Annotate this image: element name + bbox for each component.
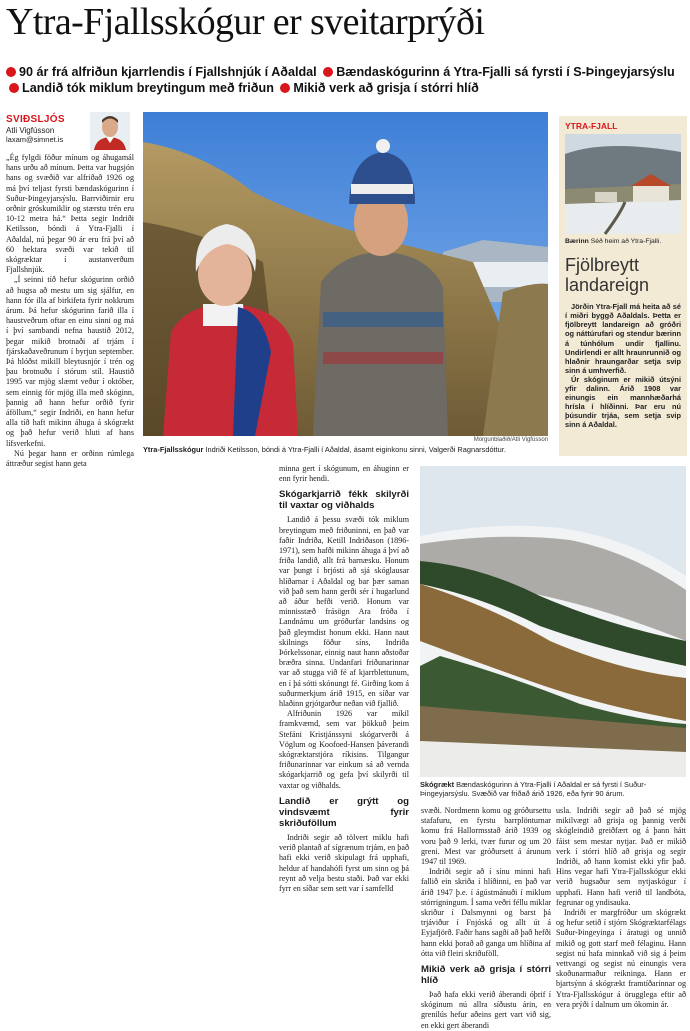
caption-lead: Skógrækt bbox=[420, 780, 455, 789]
sidebar-paragraph: Jörðin Ytra-Fjall má heita að sé í miðri byggð Aðaldals. Þetta er fjölbreytt landareign að gróðri og náttúrufari og stendur bærinn á túnhólum undir fjallinu. Undirlendi er allt hraunrunnið og hlaðnir hraungarðar setja svip sinn á umhverfið. bbox=[565, 302, 681, 375]
author-avatar bbox=[90, 112, 130, 150]
section-label: SVIÐSLJÓS bbox=[6, 114, 65, 125]
section-heading: Landið er grýtt og vindsvæmt fyrir skriðuföllum bbox=[279, 795, 409, 829]
subhead-4: Mikið verk að grisja í stórri hlíð bbox=[293, 81, 479, 95]
caption-lead: Ytra-Fjallsskógur bbox=[143, 445, 204, 454]
main-photo bbox=[143, 112, 548, 436]
subhead-2: Bændaskógurinn á Ytra-Fjalli sá fyrsti í S-Þingeyjarsýslu bbox=[336, 65, 675, 79]
sidebar bbox=[559, 116, 687, 456]
sidebar-photo bbox=[565, 134, 681, 234]
paragraph: Indriði segir að í sínu minni hafi fallið ein skriða í hlíðinni, en það var árið 1947 þ.e. í ágústmánuði í miklum stórrigningum. Í sama veðri féllu miklar skriður í Dalsmynni og barst þá trjáviður í Fnjóská og allt út á Eyjafjörð. Faðir hans sagði að það hefði hann ekki þorað að ganga um hlíðina af ótta við fleiri skriðuföll. bbox=[421, 867, 551, 958]
subhead-3: Landið tók miklum breytingum með friðun bbox=[22, 81, 274, 95]
author-email: laxam@simnet.is bbox=[6, 135, 64, 144]
sidebar-paragraph: Úr skóginum er mikið útsýni yfir dalinn. Árið 1908 var einungis ein mannhæðarhá hrísla í hlíðinni. Þar eru nú þúsundir trjáa, sem setja svip sinn á Aðaldal. bbox=[565, 374, 681, 430]
sidebar-caption bbox=[565, 237, 681, 246]
middle-column bbox=[279, 464, 409, 894]
bullet-icon bbox=[280, 83, 290, 93]
section-heading: Mikið verk að grisja í stórri hlíð bbox=[421, 964, 551, 987]
forest-photo bbox=[420, 466, 686, 777]
main-photo-caption bbox=[143, 445, 548, 454]
bullet-icon bbox=[323, 67, 333, 77]
paragraph: Landið á þessu svæði tók miklum breytingum með friðuninni, en það var faðir Indriða, Ketill Indriðason (1896-1971), sem hafði mikinn áhuga á því að friða landið, allt frá barnæsku. Honum var þungt í brjósti að sjá skóglausar hlíðarnar í Aðaldal og bar þær saman við það sem hann gerði sér í hugarlund að áður hefði verið. Honum var minnisstæð frásögn Ara fróða í Landnámu um gróðurfar landsins og það gleymdist honum ekki. Hann naut skilnings föður síns, Indriða Þórkelssonar, einnig naut hann aðstoðar bræðra sinna. Undanfari friðunarinnar var að stugga við fé af kjarrblettunum, en í þá sótti skónungt fé. Girðing kom á suðurmerkjum árið 1915, en síðar var hlaðinn grjótgarður neðan við fjallið. bbox=[279, 515, 409, 709]
paragraph: „Í seinni tíð hefur skógurinn orðið að hugsa að mestu um sig sjálfur, en hann fór illa af birkifeta fyrir nokkrum árum. Þá hefur skógurinn farið illa í haustveðrum oftar en einu sinni og má í því sambandi nefna haustið 2012, þegar mikið brotnaði af trjám í fjárskaðaveðrunum í byrjun september. Þá hlóðst mikill bleytusnjór í trén og þau brotnuðu í stórum stíl. Haustið 1995 var mjög slæmt veður í október, sem einnig fór mjög illa með skóginn, þannig að hann hefur orðið fyrir áföllum,“ segir Indriði, en hann hefur alla tíð haft mikinn áhuga á skógrækt og það hefur verið hluti af hans lífsverkefni. bbox=[6, 275, 134, 448]
paragraph: Nú þegar hann er orðinn rúmlega áttræður segist hann geta bbox=[6, 448, 134, 469]
caption-text: Bændaskógurinn á Ytra-Fjalli í Aðaldal er sá fyrsti í Suður-Þingeyjarsýslu. Svæðið var friðað árið 1926, eða fyrir 90 árum. bbox=[420, 780, 647, 799]
sidebar-title: Fjölbreytt landareign bbox=[565, 255, 650, 296]
paragraph: Indriði er margfróður um skógrækt og hefur setið í stjórn Skógræktarfélags Suður-Þingeyinga í áratugi og unnið mikið og gott starf með félaginu. Hann segist nú hafa minnkað við sig á þeim vettvangi og segist nú einungis vera skoðunarmaður reikninga. Hann er bjartsýnn á skógrækt framtíðarinnar og Ytra-Fjallsskógur á örugglega eftir að vera prýði í dalnum um ókomin ár. bbox=[556, 908, 686, 1009]
author-name: Atli Vigfússon bbox=[6, 126, 55, 135]
photo-credit: Morgunblaðið/Atli Vigfússon bbox=[473, 437, 548, 443]
paragraph: „Ég fylgdi föður mínum og áhugamál hans urðu að mínum. Þetta var hugsjón hans og svæðið var alfriðað 1926 og má því teljast fyrsti bændaskógurinn í Suður-Þingeyjarsýslu. Barrviðirnir eru orðnir gróskumiklir og stærstu trén eru 10-12 metra há.“ Þetta segir Indriði Ketilsson, bóndi á Ytra-Fjalli í Aðaldal, nú þegar 90 ár eru frá því að 60 hektara svæði var tekið til skógræktar í austanverðum Fjallshnjúk. bbox=[6, 153, 134, 275]
bottom-column-1 bbox=[421, 806, 551, 1031]
sidebar-text bbox=[565, 302, 681, 429]
sidebar-caption-lead: Bærinn bbox=[565, 238, 589, 245]
caption-text: Indriði Ketilsson, bóndi á Ytra-Fjalli í Aðaldal, ásamt eiginkonu sinni, Valgerði Ragnarsdóttur. bbox=[205, 445, 506, 454]
paragraph: usla. Indriði segir að það sé mjög mikilvægt að grisja og þannig verði skógleindið greiðfært og á þann hátt fáist sem mestar nytjar. Það er mikið verk í stórri hlíð að grisja og segir Indriði, að hann komist ekki yfir það. Hins vegar hafi Ytra-Fjallsskógur ekki verið hugsaður sem nytjaskógur í upphafi. Hann hafi verið til landbóta, fegrunar og yndisauka. bbox=[556, 806, 686, 907]
headline: Ytra-Fjallsskógur er sveitarprýði bbox=[6, 1, 485, 43]
paragraph: Indriði segir að tölvert miklu hafi verið plantað af sígrænum trjám, en það hafi ekki verið skipulagt frá upphafi, heldur af handahófi fyrst um sinn og þá reynt að velja bestu staði. Það var ekki fyrr en síðar sem sett var í samfelld bbox=[279, 832, 409, 893]
paragraph: Það hafa ekki verið áberandi óþrif í skóginum nú allra síðustu árin, en grenilús hefur aðeins gert vart við sig, en ekki gert áberandi bbox=[421, 990, 551, 1030]
paragraph: svæði. Nordmenn komu og gróðursettu stafafuru, en fyrstu barrplönturnar komu frá Hallormsstað árið 1939 og voru það 9 lerki, tvær furur og um 20 greni. Mest var gróðursett á árunum 1947 til 1969. bbox=[421, 806, 551, 867]
paragraph: Alfriðunin 1926 var mikil framkvæmd, sem var þökkuð þeim Stefáni Kristjánssyni skógarverði á Vöglum og Koofoed-Hansen þáverandi skógræktarstjóra ríkisins. Tilgangur friðunarinnar var einkum sá að vernda skógarkjarrið og gefa því skilyrði til vaxtar og viðhalds. bbox=[279, 709, 409, 790]
bullet-icon bbox=[6, 67, 16, 77]
forest-photo-caption bbox=[420, 780, 686, 798]
subhead-block bbox=[6, 64, 686, 96]
bullet-icon bbox=[9, 83, 19, 93]
left-column bbox=[6, 153, 134, 469]
subhead-1: 90 ár frá alfriðun kjarrlendis í Fjallshnjúk í Aðaldal bbox=[19, 65, 317, 79]
bottom-column-2 bbox=[556, 806, 686, 1010]
paragraph: minna gert í skógunum, en áhuginn er enn fyrir hendi. bbox=[279, 464, 409, 484]
section-heading: Skógarkjarrið fékk skilyrði til vaxtar og viðhalds bbox=[279, 489, 409, 512]
sidebar-caption-text: Séð heim að Ytra-Fjalli. bbox=[590, 238, 662, 245]
sidebar-label: YTRA-FJALL bbox=[565, 121, 618, 131]
